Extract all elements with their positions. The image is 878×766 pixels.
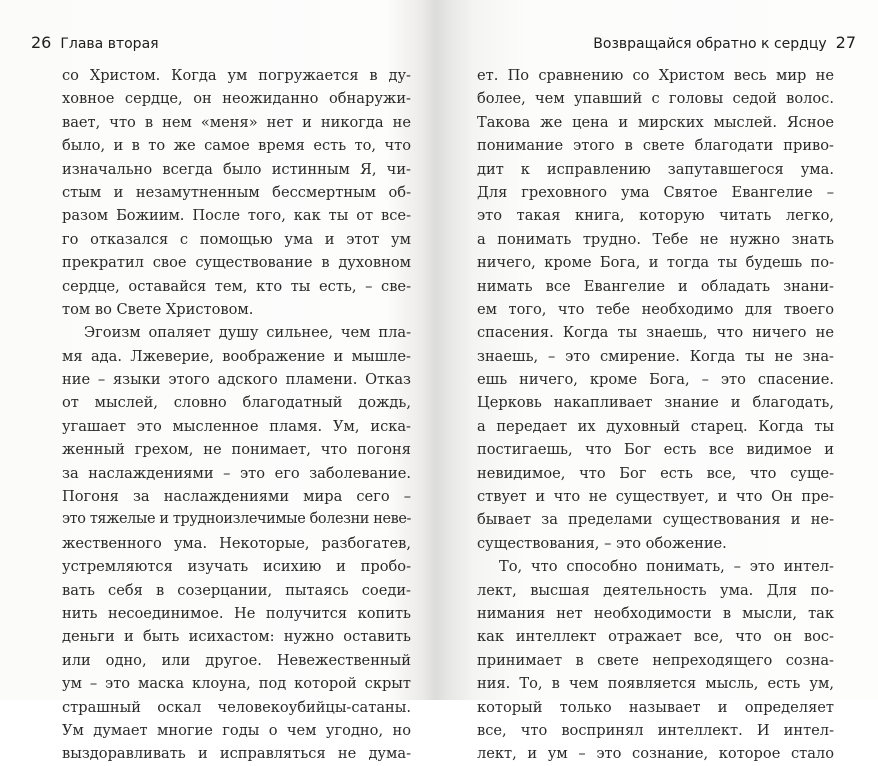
text-line: было, и в то же самое время есть то, что [62, 137, 411, 155]
text-line: ния. То, в чем появляется мысль, есть ум, [477, 675, 834, 693]
right-page [445, 0, 878, 763]
text-line: спасения. Когда ты знаешь, что ничего не [477, 324, 834, 342]
text-line: Ум думает многие годы о чем угодно, но [62, 721, 411, 739]
text-line: ет. По сравнению со Христом весь мир не [477, 67, 834, 84]
text-line: дит к исправлению запутавшегося ума. [477, 160, 834, 178]
text-line: Погоня за наслаждениями мира сего – [62, 488, 411, 506]
text-line: стым и незамутненным бессмертным об- [62, 183, 411, 201]
text-line: изначально всегда было истинным Я, чи- [62, 160, 411, 178]
text-line: устремляются изучать исихию и пробо- [62, 558, 411, 576]
text-line: женный грехом, не понимает, что погоня [62, 441, 411, 459]
text-line: Церковь накапливает знание и благодать, [477, 394, 834, 412]
text-line: ничего, кроме Бога, и тогда ты будешь по- [477, 254, 834, 272]
right-page-header [593, 33, 856, 52]
text-line: более, чем упавший с головы седой волос. [477, 90, 834, 108]
left-page [0, 0, 430, 763]
text-line: Такова же цена и мирских мыслей. Ясное [477, 113, 834, 131]
left-page-number: 26 [31, 33, 52, 52]
text-line: это тяжелые и трудноизлечимые болезни неве- [62, 511, 411, 528]
right-running-header: Возвращайся обратно к сердцу [593, 36, 827, 52]
text-line: постигаешь, что Бог есть все видимое и [477, 441, 834, 459]
text-line: вать себя в созерцании, пытаясь соеди- [62, 581, 411, 599]
text-line: как интеллект отражает все, что он вос- [477, 628, 834, 646]
text-line: нить несоединимое. Не получится копить [62, 604, 411, 622]
text-line: ховное сердце, он неожиданно обнаружи- [62, 90, 411, 108]
text-line: страшный оскал человекоубийцы-сатаны. [62, 698, 411, 716]
text-line: угашает это мысленное пламя. Ум, иска- [62, 417, 411, 435]
left-running-header: Глава вторая [60, 36, 159, 52]
text-line: Эгоизм опаляет душу сильнее, чем пла- [84, 324, 411, 342]
text-line: жественного ума. Некоторые, разбогатев, [62, 534, 411, 552]
text-line: лект, высшая деятельность ума. Для по- [477, 581, 834, 599]
text-line: ем того, что тебе необходимо для твоего [477, 300, 834, 318]
text-line: невидимое, что Бог есть все, что суще- [477, 464, 834, 482]
text-line: который только называет и определяет [477, 698, 834, 716]
left-page-header [31, 33, 159, 52]
text-line: а понимать трудно. Тебе не нужно знать [477, 230, 834, 248]
text-line: разом Божиим. После того, как ты от все- [62, 207, 411, 225]
text-line: То, что способно понимать, – это интел- [499, 558, 834, 576]
text-line: том во Свете Христовом. [62, 300, 254, 318]
text-line: ешь ничего, кроме Бога, – это спасение. [477, 371, 834, 389]
text-line: ние – языки этого адского пламени. Отказ [62, 371, 411, 389]
right-page-body-text [477, 64, 834, 766]
text-line: нимать все Евангелие и обладать знани- [477, 277, 834, 295]
text-line: или одно, или другое. Невежественный [62, 651, 411, 669]
text-line: Для греховного ума Святое Евангелие – [477, 183, 834, 201]
text-line: вает, что в нем «меня» нет и никогда не [62, 113, 411, 131]
text-line: бывает за пределами существования и не- [477, 511, 834, 529]
text-line: го отказался с помощью ума и этот ум [62, 230, 411, 248]
text-line: все, что воспринял интеллект. И интел- [477, 721, 834, 739]
text-line: выздоравливать и исправляться не дума- [62, 745, 411, 763]
text-line: существования, – это обожение. [477, 534, 727, 552]
text-line: принимает в свете непреходящего созна- [477, 651, 834, 669]
text-line: ум – это маска клоуна, под которой скрыт [62, 675, 411, 693]
text-line: лект, и ум – это сознание, которое стало [477, 745, 834, 763]
text-line: нимания нет необходимости в мысли, так [477, 604, 834, 622]
text-line: от мыслей, словно благодатный дождь, [62, 394, 411, 412]
text-line: понимание этого в свете благодати приво- [477, 137, 834, 155]
left-page-body-text [62, 64, 411, 766]
text-line: за наслаждениями – это его заболевание. [62, 464, 411, 482]
text-line: ствует и что не существует, и что Он пре- [477, 488, 834, 506]
text-line: это такая книга, которую читать легко, [477, 207, 834, 225]
text-line: деньги и быть исихастом: нужно оставить [62, 628, 411, 646]
text-line: прекратил свое существование в духовном [62, 254, 411, 272]
text-line: мя ада. Лжеверие, воображение и мышле- [62, 347, 411, 365]
text-line: знаешь, – это смирение. Когда ты не зна- [477, 347, 834, 365]
text-line: со Христом. Когда ум погружается в ду- [62, 67, 411, 84]
right-page-number: 27 [835, 33, 856, 52]
text-line: сердце, оставайся тем, кто ты есть, – све- [62, 277, 411, 295]
text-line: а передает их духовный старец. Когда ты [477, 417, 834, 435]
